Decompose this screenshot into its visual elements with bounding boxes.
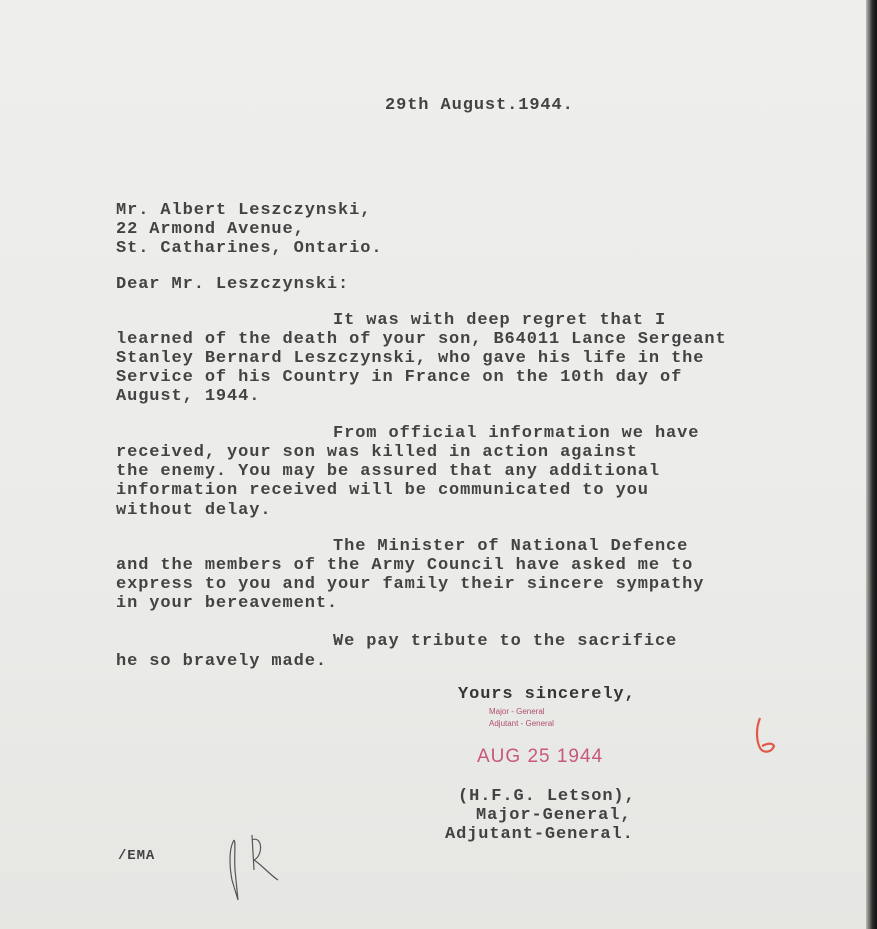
paragraph-line: It was with deep regret that I	[333, 311, 667, 330]
paragraph-line: learned of the death of your son, B64011 Lance Sergeant	[116, 330, 727, 349]
stamp-title: Major - General	[489, 707, 545, 716]
salutation: Dear Mr. Leszczynski:	[116, 275, 350, 294]
paragraph-line: without delay.	[116, 501, 272, 520]
stamp-title: Adjutant - General	[489, 719, 554, 728]
paragraph-line: received, your son was killed in action against	[116, 443, 638, 462]
paragraph-line: he so bravely made.	[116, 652, 327, 671]
address-line: St. Catharines, Ontario.	[116, 239, 383, 258]
paragraph-line: Stanley Bernard Leszczynski, who gave his life in the	[116, 349, 705, 368]
paragraph-line: The Minister of National Defence	[333, 537, 689, 556]
address-line: 22 Armond Avenue,	[116, 220, 305, 239]
closing: Yours sincerely,	[458, 685, 636, 704]
signature-line: Major-General,	[476, 806, 632, 825]
page-number-mark	[752, 712, 778, 756]
paragraph-line: the enemy. You may be assured that any additional	[116, 462, 660, 481]
signature-line: Adjutant-General.	[445, 825, 634, 844]
paragraph-line: From official information we have	[333, 424, 700, 443]
handwritten-initials	[222, 830, 282, 905]
paragraph-line: We pay tribute to the sacrifice	[333, 632, 678, 651]
paragraph-line: information received will be communicated to you	[116, 481, 649, 500]
paragraph-line: August, 1944.	[116, 387, 261, 406]
address-line: Mr. Albert Leszczynski,	[116, 201, 372, 220]
signature-line: (H.F.G. Letson),	[458, 787, 636, 806]
paragraph-line: and the members of the Army Council have asked me to	[116, 556, 694, 575]
paragraph-line: express to you and your family their sincere sympathy	[116, 575, 705, 594]
date-stamp: AUG 25 1944	[477, 746, 604, 767]
paragraph-line: Service of his Country in France on the 10th day of	[116, 368, 683, 387]
page-edge	[866, 0, 877, 929]
paragraph-line: in your bereavement.	[116, 594, 339, 613]
reference-initials: /EMA	[118, 848, 156, 864]
letter-date: 29th August.1944.	[385, 96, 574, 115]
